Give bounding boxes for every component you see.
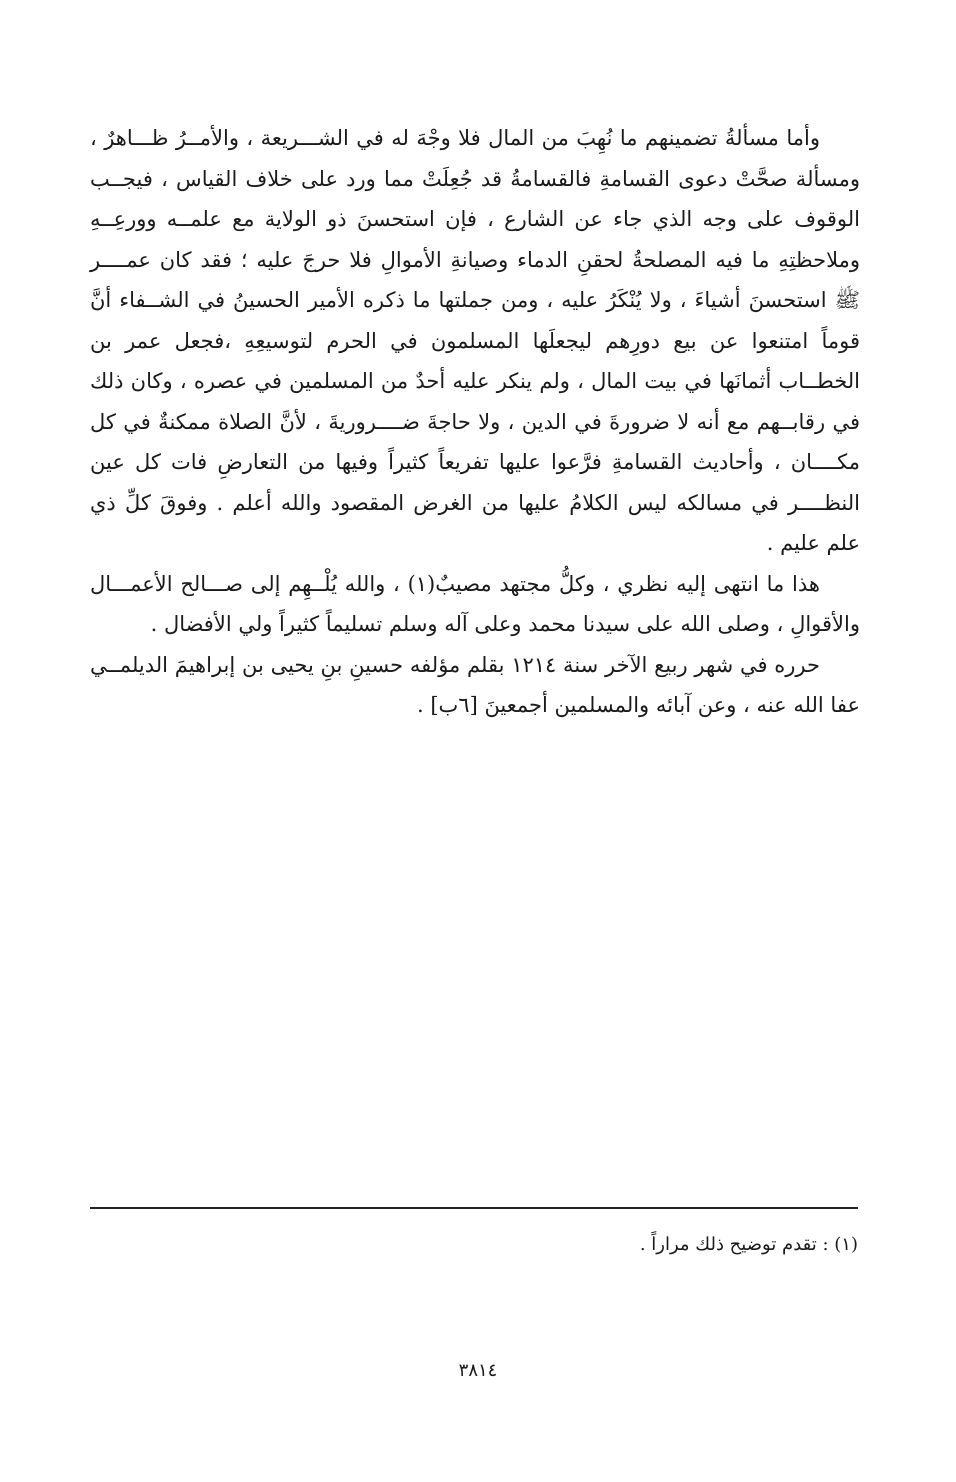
- footnote: (١) : تقدم توضيح ذلك مراراً .: [639, 1234, 858, 1255]
- footnote-divider: [90, 1207, 858, 1209]
- paragraph-main: وأما مسألةُ تضمينهم ما نُهِبَ من المال فلا وجْهَ له في الشـــريعة ، والأمــرُ ظـــاهرٌ ، ومسألة صحَّتْ دعوى القسامةِ فالقسامةُ قد جُعِلَتْ مما ورد على خلاف القياس ، فيجــب الوقوف على وجه الذي جاء عن الشارع ، فإن استحسنَ ذو الولاية مع علمــه وورعِــهِ وملاحظتِهِ ما فيه المصلحةُ لحقنِ الدماء وصيانةِ الأموالِ فلا حرجَ عليه ؛ فقد كان عمــــر ﷺ استحسنَ أشياءَ ، ولا يُنْكَرُ عليه ، ومن جملتها ما ذكره الأمير الحسينُ في الشــفاء أنَّ قوماً امتنعوا عن بيع دورِهم ليجعلَها المسلمون في الحرم لتوسيعِهِ ،فجعل عمر بن الخطــاب أثمانَها في بيت المال ، ولم ينكر عليه أحدٌ من المسلمين في عصره ، وكان ذلك في رقابــهم مع أنه لا ضرورةَ في الدين ، ولا حاجةَ ضــــروريةَ ، لأنَّ الصلاة ممكنةٌ في كل مكــــان ، وأحاديث القسامةِ فرَّعوا عليها تفريعاً كثيراً وفيها من التعارضِ فات كل عين النظــــر في مسالكه ليس الكلامُ عليها من الغرض المقصود والله أعلم . وفوقَ كلِّ ذي علم عليم .: [90, 126, 860, 555]
- body-text: [90, 118, 860, 726]
- paragraph-conclusion: هذا ما انتهى إليه نظري ، وكلُّ مجتهد مصيبٌ(١) ، والله يُلْــهِم إلى صـــالح الأعمـــال والأقوالِ ، وصلى الله على سيدنا محمد وعلى آله وسلم تسليماً كثيراً ولي الأفضال .: [90, 571, 860, 636]
- paragraph-colophon: حرره في شهر ربيع الآخر سنة ١٢١٤ بقلم مؤلفه حسينِ بنِ يحيى بن إبراهيمَ الديلمــي عفا الله عنه ، وعن آبائه والمسلمين أجمعينَ [٦ب] .: [90, 652, 860, 717]
- page-number: ٣٨١٤: [458, 1360, 498, 1381]
